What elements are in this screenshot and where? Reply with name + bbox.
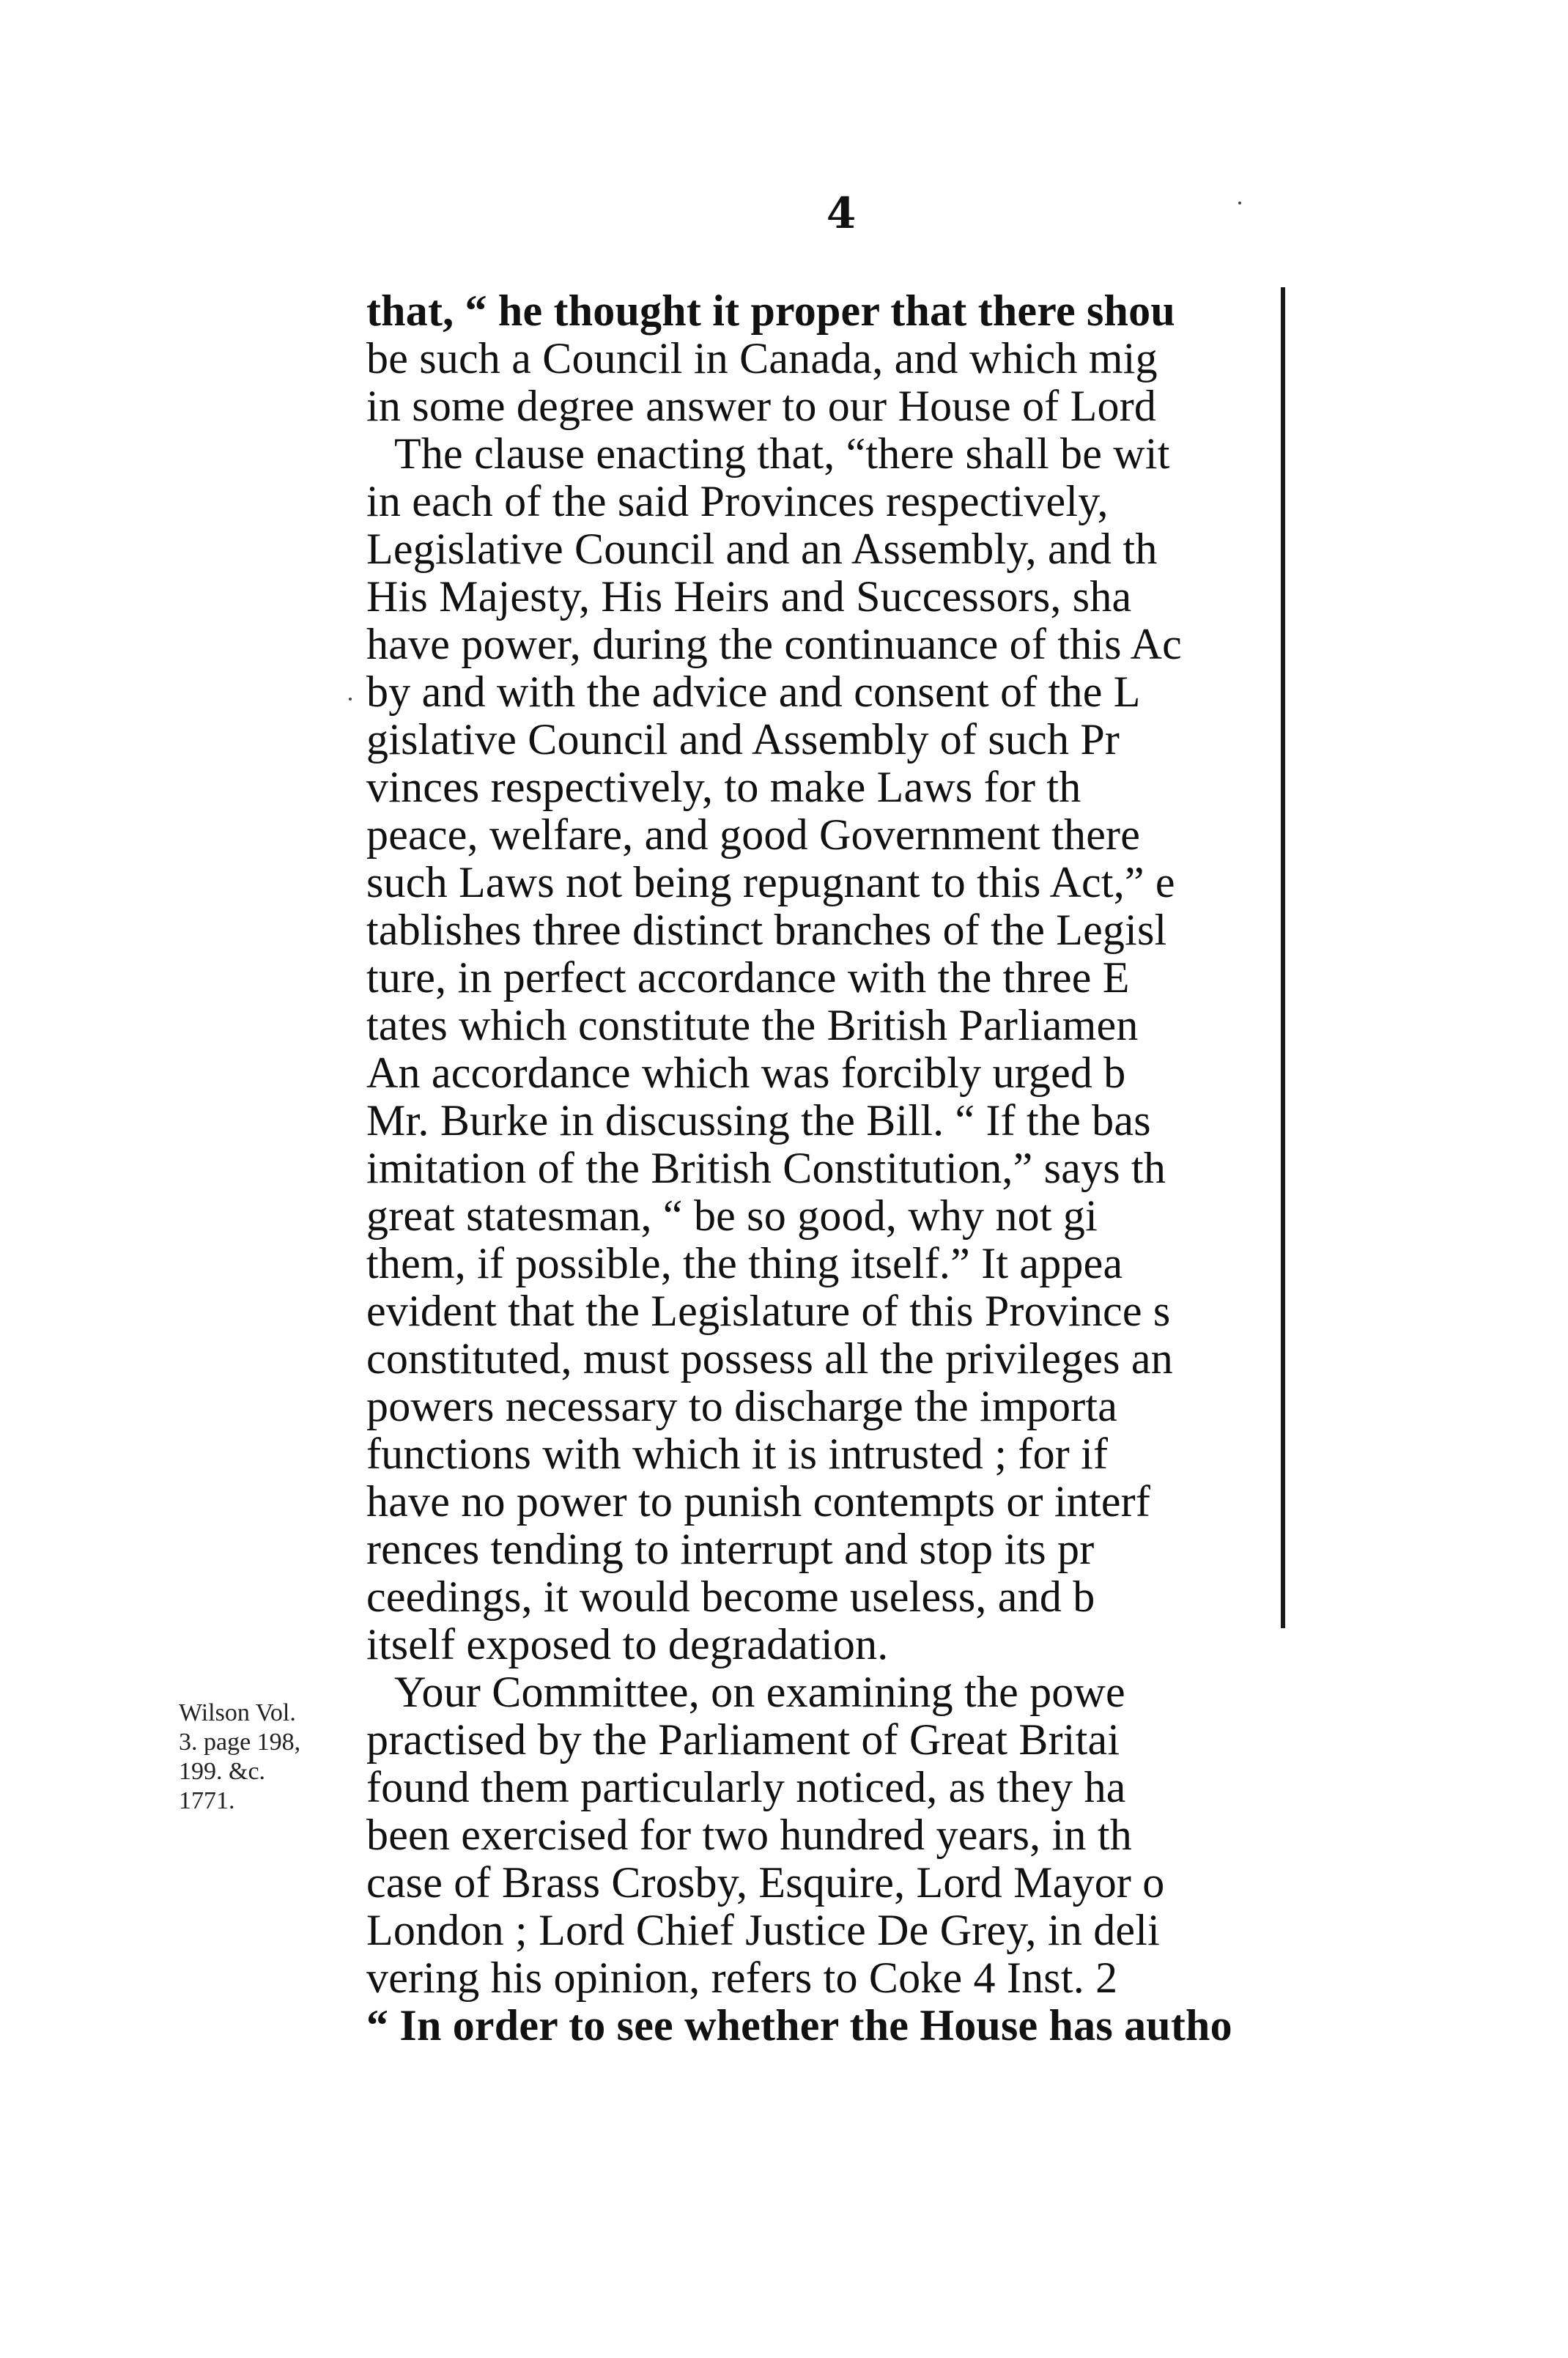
body-text (366, 287, 1281, 2050)
text-line: been exercised for two hundred years, in th (366, 1811, 1132, 1859)
margin-note-line: 199. &c. (179, 1758, 266, 1785)
text-line: practised by the Parliament of Great Britai (366, 1715, 1120, 1764)
text-line: itself exposed to degradation. (366, 1620, 889, 1668)
text-line: evident that the Legislature of this Province s (366, 1287, 1171, 1335)
text-line: by and with the advice and consent of the L (366, 668, 1141, 716)
margin-note (179, 1699, 355, 1816)
text-line: tates which constitute the British Parliamen (366, 1001, 1139, 1049)
text-line: great statesman, “ be so good, why not gi (366, 1191, 1098, 1240)
text-line: Your Committee, on examining the powe (394, 1668, 1125, 1716)
page-number: 4 (826, 188, 857, 238)
text-line: powers necessary to discharge the importa (366, 1382, 1118, 1430)
text-line: them, if possible, the thing itself.” It appea (366, 1239, 1123, 1287)
text-line: constituted, must possess all the privileges an (366, 1334, 1173, 1383)
margin-note-line: Wilson Vol. (179, 1699, 296, 1726)
text-line: ceedings, it would become useless, and b (366, 1572, 1095, 1621)
text-line: in each of the said Provinces respectively, (366, 477, 1109, 525)
page-crop-edge (1281, 287, 1285, 1628)
text-line: case of Brass Crosby, Esquire, Lord Mayor o (366, 1858, 1165, 1907)
text-line: that, “ he thought it proper that there shou (366, 287, 1175, 335)
text-line: peace, welfare, and good Government there (366, 810, 1141, 859)
text-line: imitation of the British Constitution,” says th (366, 1144, 1166, 1192)
text-line: be such a Council in Canada, and which mig (366, 334, 1158, 382)
margin-note-line: 3. page 198, (179, 1729, 301, 1756)
text-line: ture, in perfect accordance with the three E (366, 953, 1130, 1002)
text-line: London ; Lord Chief Justice De Grey, in deli (366, 1906, 1160, 1954)
text-line: “ In order to see whether the House has autho (366, 2001, 1232, 2050)
text-line: have power, during the continuance of this Ac (366, 620, 1182, 668)
text-line: vering his opinion, refers to Coke 4 Inst. 2 (366, 1954, 1118, 2002)
text-line: functions with which it is intrusted ; for if (366, 1430, 1109, 1478)
text-line: Legislative Council and an Assembly, and th (366, 525, 1158, 573)
margin-note-line: 1771. (179, 1787, 235, 1814)
text-line: found them particularly noticed, as they ha (366, 1763, 1126, 1811)
text-line: have no power to punish contempts or interf (366, 1477, 1151, 1526)
text-line: tablishes three distinct branches of the Legisl (366, 906, 1167, 954)
text-line: vinces respectively, to make Laws for th (366, 763, 1081, 811)
text-line: rences tending to interrupt and stop its pr (366, 1525, 1095, 1573)
paper-speck (1238, 202, 1241, 204)
text-line: His Majesty, His Heirs and Successors, sha (366, 572, 1132, 621)
paper-speck (349, 698, 352, 701)
text-line: An accordance which was forcibly urged b (366, 1049, 1126, 1097)
text-line: Mr. Burke in discussing the Bill. “ If the bas (366, 1096, 1151, 1145)
text-line: such Laws not being repugnant to this Act,” e (366, 858, 1175, 906)
text-line: The clause enacting that, “there shall be wit (394, 429, 1170, 478)
text-line: gislative Council and Assembly of such Pr (366, 715, 1120, 764)
text-line: in some degree answer to our House of Lord (366, 382, 1157, 430)
